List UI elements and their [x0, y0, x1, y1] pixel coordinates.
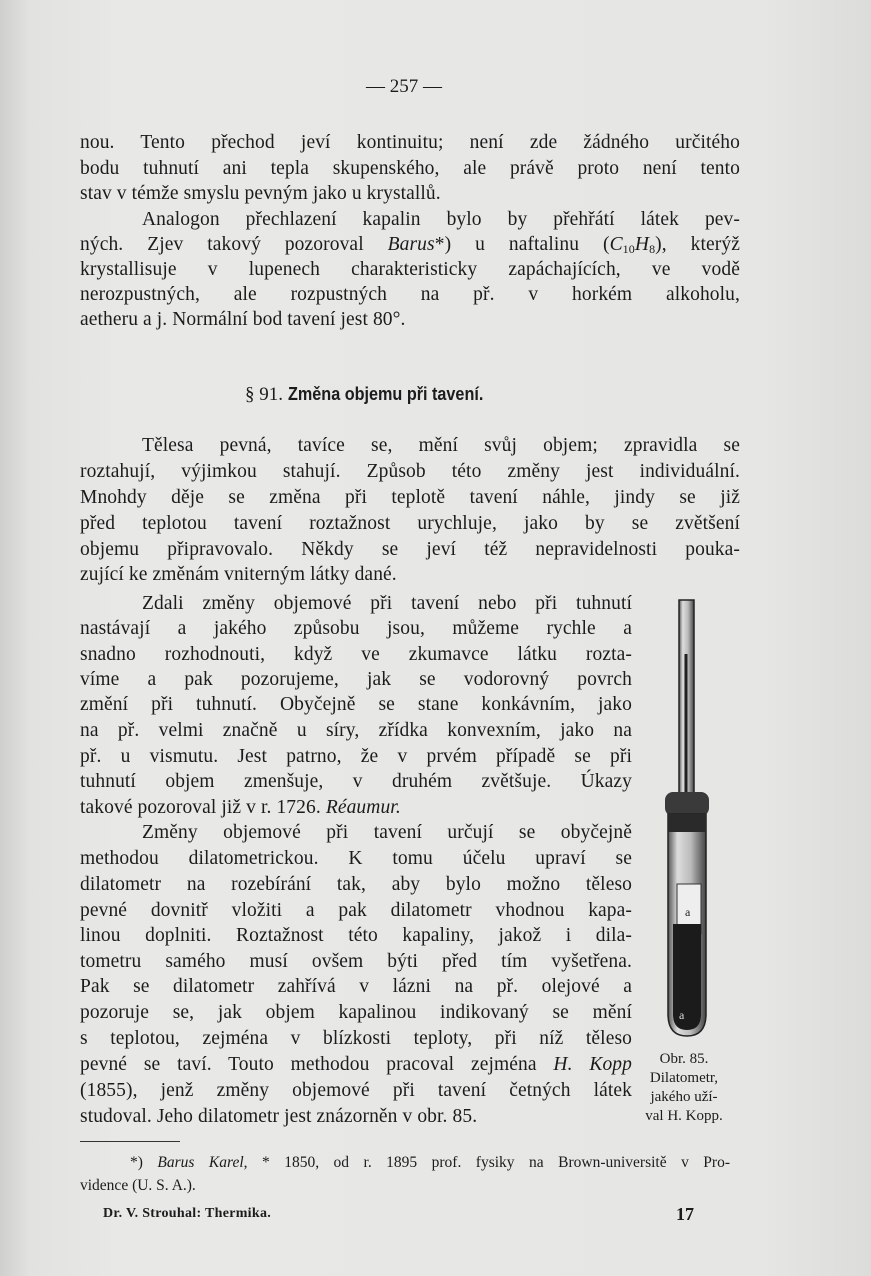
text-line [80, 950, 632, 974]
text-span: H [634, 234, 650, 255]
text-line [80, 182, 740, 206]
text-span: Zdali změny objemové při tavení nebo při tuhnutí [142, 593, 632, 614]
footnote-line: vidence (U. S. A.). [80, 1177, 196, 1194]
text-line [80, 460, 740, 484]
text-span: pevné se taví. Touto methodou pracoval zejména [80, 1054, 554, 1075]
dilatometer-illustration [655, 594, 725, 1044]
text-span: s teplotou, zejména v blízkosti teploty, při níž těleso [80, 1028, 632, 1049]
text-line [80, 873, 632, 897]
text-line [80, 821, 632, 845]
text-span: (1855), jenž změny objemové při tavení četných látek [80, 1080, 632, 1101]
text-span: snadno rozhodnouti, když ve zkumavce látku rozta- [80, 644, 632, 665]
text-line [80, 434, 740, 458]
footnote-line [130, 1152, 730, 1174]
footer-signature: Dr. V. Strouhal: Thermika. [103, 1206, 272, 1221]
text-line [80, 975, 632, 999]
text-span: nerozpustných, ale rozpustných na př. v horkém alkoholu, [80, 284, 740, 305]
text-span: objemu připravovalo. Někdy se jeví též nepravidelnosti pouka- [80, 539, 740, 560]
footnote-rule [80, 1141, 180, 1142]
text-span: dilatometr na rozebírání tak, aby bylo možno těleso [80, 874, 632, 895]
caption-line: Obr. 85. [659, 1051, 709, 1067]
text-span: Réaumur. [325, 797, 401, 818]
text-span: *) u naftalinu ( [434, 234, 610, 255]
text-line [80, 924, 632, 948]
sheet-number: 17 [676, 1204, 694, 1224]
text-line [80, 899, 632, 923]
section-heading [245, 384, 505, 406]
stopper [665, 792, 709, 816]
text-span: zující ke změnám vniterným látky dané. [80, 564, 397, 585]
text-span: nastávají a jakého způsobu jsou, můžeme rychle a [80, 618, 632, 639]
text-span: stav v témže smyslu pevným jako u krystallů. [80, 183, 441, 204]
text-span: pevné dovnitř vložiti a pak dilatometr vhodnou kapa- [80, 900, 632, 921]
text-line [80, 538, 740, 562]
text-line [80, 233, 740, 257]
text-span: 10 [622, 242, 635, 256]
text-span: před teplotou tavení roztažnost urychluje, jako by se zvětšení [80, 513, 740, 534]
text-span: H. Kopp [553, 1054, 632, 1075]
text-span: methodou dilatometrickou. K tomu účelu upraví se [80, 848, 632, 869]
text-line [80, 283, 740, 307]
text-span: ), kterýž [655, 234, 740, 255]
text-span: tuhnutí objem zmenšuje, v druhém zvětšuje. Úkazy [80, 771, 632, 792]
text-line [80, 1001, 632, 1025]
section-number: § 91. [245, 384, 283, 405]
text-span: roztahují, výjimkou stahují. Způsob této změny jest individuální. [80, 461, 740, 482]
text-line [80, 617, 632, 641]
text-line [80, 131, 740, 155]
caption-line: Dilatometr, [649, 1070, 719, 1086]
text-line [80, 592, 632, 616]
text-span: Mnohdy děje se změna při teplotě tavení náhle, jindy se již [80, 487, 740, 508]
text-span: ných. Zjev takový pozoroval [80, 234, 388, 255]
text-span: změní při tuhnutí. Obyčejně se stane konkávním, jako [80, 694, 632, 715]
text-span: víme a pak pozorujeme, jak se vodorovný povrch [80, 669, 632, 690]
caption-line: val H. Kopp. [645, 1108, 723, 1124]
text-line [80, 1027, 632, 1051]
text-line [80, 668, 632, 692]
figure-caption [636, 1050, 732, 1126]
text-line [80, 308, 740, 332]
text-line [80, 745, 632, 769]
text-span: Pak se dilatometr zahřívá v lázni na př. olejové a [80, 976, 632, 997]
text-span: linou doplniti. Roztažnost této kapaliny, jakož i dila- [80, 925, 632, 946]
caption-line: jakého uží- [650, 1089, 718, 1105]
text-span: takové pozoroval již v r. 1726. [80, 797, 326, 818]
text-span: bodu tuhnutí ani tepla skupenského, ale právě proto není tento [80, 158, 740, 179]
label-a-upper: a [685, 905, 691, 919]
text-line [80, 1105, 632, 1129]
text-span: C [609, 234, 623, 255]
footnote-name: Barus Karel [157, 1154, 244, 1171]
text-line [80, 1053, 632, 1077]
page-number: — 257 — [366, 76, 442, 97]
text-line [80, 796, 632, 820]
footnote-text: , * 1850, od r. 1895 prof. fysiky na Brown-universitě v Pro- [243, 1154, 730, 1171]
text-span: krystallisuje v lupenech charakteristicky zapáchajících, ve vodě [80, 259, 740, 280]
text-line [80, 847, 632, 871]
text-span: 8 [649, 242, 656, 256]
text-line [80, 208, 740, 232]
footnote-marker: *) [130, 1154, 158, 1171]
text-span: tometru samého musí ovšem býti před tím vyšetřena. [80, 951, 632, 972]
text-span: aetheru a j. Normální bod tavení jest 80°. [80, 309, 406, 330]
text-line [80, 563, 740, 587]
text-line [80, 157, 740, 181]
text-line [80, 1079, 632, 1103]
text-line [80, 512, 740, 536]
text-span: Změny objemové při tavení určují se obyčejně [142, 822, 632, 843]
text-line [80, 693, 632, 717]
text-line [80, 770, 632, 794]
text-line [80, 486, 740, 510]
section-title: Změna objemu při tavení. [287, 384, 484, 404]
text-span: Barus [387, 234, 435, 255]
text-span: na př. velmi značně u síry, zřídka konvexním, jako na [80, 720, 632, 741]
text-span: př. u vismutu. Jest patrno, že v prvém případě se při [80, 746, 632, 767]
label-a-lower: a [679, 1008, 685, 1022]
text-span: studoval. Jeho dilatometr jest znázorněn v obr. 85. [80, 1106, 478, 1127]
text-span: Tělesa pevná, tavíce se, mění svůj objem; zpravidla se [142, 435, 740, 456]
text-line [80, 258, 740, 282]
text-line [80, 643, 632, 667]
text-span: pozoruje se, jak objem kapalinou indikovaný se mění [80, 1002, 632, 1023]
text-line [80, 719, 632, 743]
text-span: nou. Tento přechod jeví kontinuitu; není zde žádného určitého [80, 132, 740, 153]
text-span: Analogon přechlazení kapalin bylo by přehřátí látek pev- [142, 209, 740, 230]
